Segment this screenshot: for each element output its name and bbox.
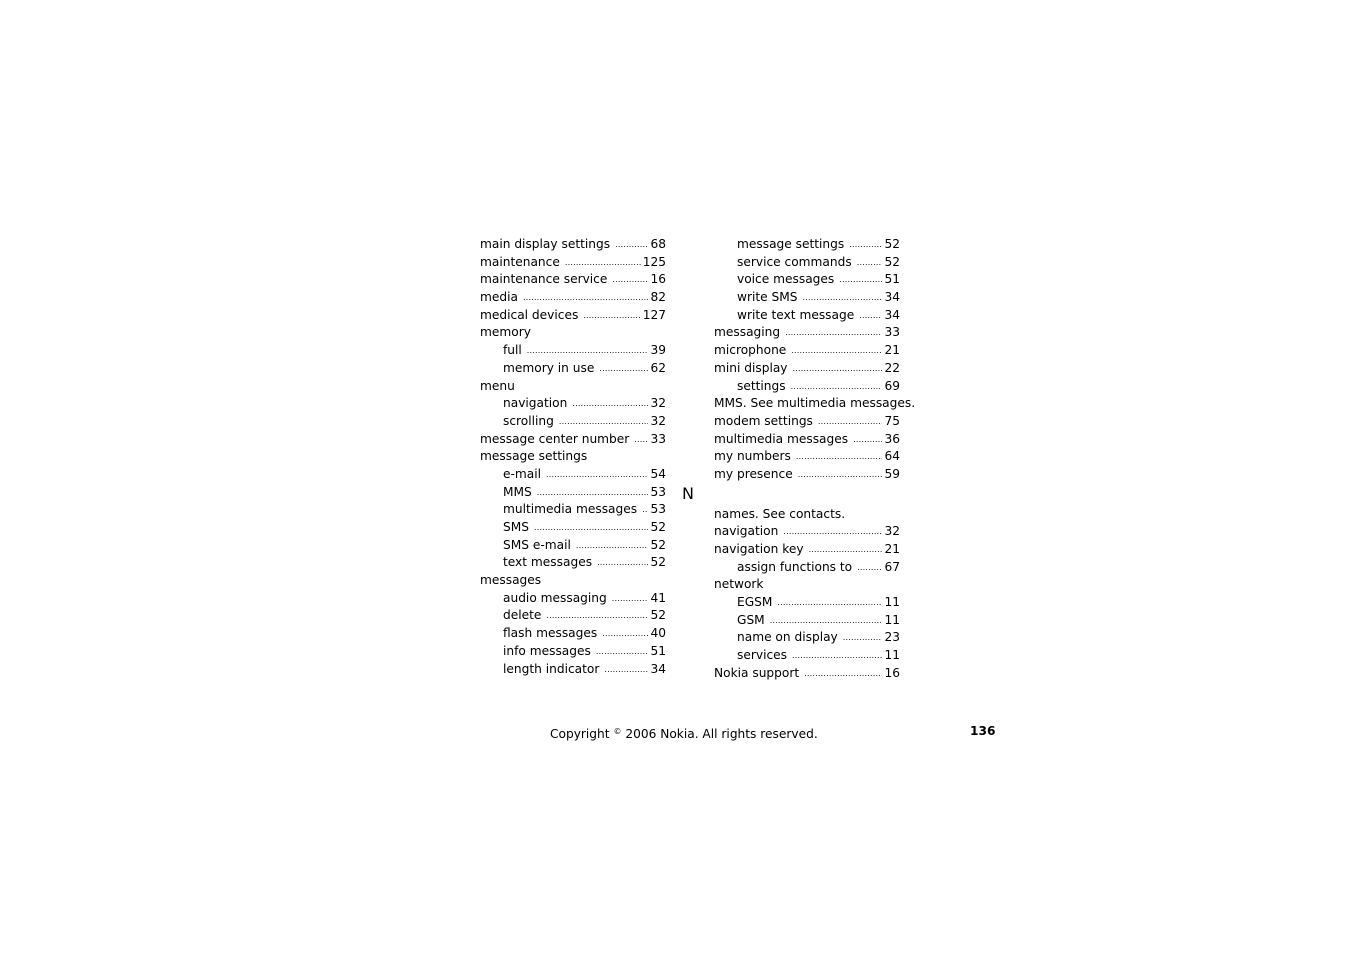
index-term: Nokia support: [714, 665, 800, 680]
index-entry: [714, 506, 900, 524]
dot-leader: [597, 553, 648, 572]
index-subentry: [480, 484, 666, 502]
index-page-number: 23: [884, 630, 900, 645]
dot-leader: [572, 394, 648, 413]
index-entry: [714, 576, 900, 594]
index-term: EGSM: [737, 595, 773, 610]
dot-leader: [792, 646, 882, 665]
index-page-number: 67: [884, 559, 900, 574]
index-page-number: 11: [884, 595, 900, 610]
index-subentry: [480, 342, 666, 360]
index-page-number: 21: [884, 343, 900, 358]
index-subentry: [714, 594, 900, 612]
dot-leader: [857, 558, 882, 577]
index-subentry: [714, 236, 900, 254]
dot-leader: [604, 660, 648, 679]
index-page-number: 52: [650, 520, 666, 534]
dot-leader: [791, 377, 883, 396]
dot-leader: [859, 306, 882, 325]
index-term: scrolling: [503, 413, 554, 428]
index-entry: [714, 448, 900, 466]
index-entry: [714, 523, 900, 541]
index-page-number: 21: [884, 542, 900, 556]
index-subentry: [480, 413, 666, 431]
index-subentry: [480, 519, 666, 537]
index-page-number: 36: [884, 431, 900, 446]
index-entry: [714, 665, 900, 683]
index-page-number: 34: [650, 661, 666, 676]
index-subentry: [480, 554, 666, 572]
dot-leader: [796, 447, 883, 466]
dot-leader: [612, 270, 648, 289]
index-term: menu: [480, 378, 515, 393]
index-term: e-mail: [503, 466, 542, 481]
index-term: SMS: [503, 520, 529, 534]
index-term: messaging: [714, 325, 781, 340]
dot-leader: [798, 465, 883, 484]
index-term: full: [503, 343, 522, 358]
dot-leader: [583, 306, 640, 325]
index-page-number: 52: [650, 608, 666, 623]
dot-leader: [527, 341, 649, 360]
index-entry: [480, 236, 666, 254]
index-page-number: 52: [650, 537, 666, 552]
index-page-number: 54: [650, 466, 666, 481]
index-page-number: 34: [884, 307, 900, 322]
index-page-number: 64: [884, 449, 900, 464]
index-term: navigation: [503, 396, 568, 411]
index-subentry: [480, 625, 666, 643]
index-group-n: [714, 506, 900, 683]
index-term: mini display: [714, 360, 788, 375]
dot-leader: [576, 536, 649, 555]
index-page-number: 53: [650, 502, 666, 517]
dot-leader: [770, 611, 883, 630]
dot-leader: [793, 359, 883, 378]
index-term: write text message: [737, 307, 855, 322]
index-page-number: 39: [650, 343, 666, 358]
index-term: assign functions to: [737, 559, 853, 574]
index-page-number: 32: [650, 413, 666, 428]
index-column-left: [480, 236, 666, 678]
dot-leader: [839, 270, 882, 289]
copyright-notice: [550, 723, 818, 743]
dot-leader: [843, 628, 883, 647]
index-entry: [714, 324, 900, 342]
index-term: media: [480, 290, 518, 305]
index-entry: [714, 413, 900, 431]
index-subentry: [714, 559, 900, 577]
index-term: messages: [480, 573, 542, 588]
index-page-number: 32: [884, 524, 900, 539]
dot-leader: [785, 323, 882, 342]
index-entry: [480, 431, 666, 449]
index-page-number: 51: [884, 272, 900, 287]
index-subentry: [480, 501, 666, 519]
index-column-right: [714, 236, 916, 683]
index-page-number: 33: [650, 431, 666, 446]
index-page-number: 40: [650, 626, 666, 641]
index-entry: [480, 378, 666, 396]
index-page-number: 59: [884, 466, 900, 481]
index-term: memory: [480, 325, 531, 340]
index-entry: [480, 448, 666, 466]
index-term: info messages: [503, 643, 591, 658]
index-term: navigation: [714, 524, 779, 539]
dot-leader: [783, 522, 882, 541]
index-page-number: 75: [884, 413, 900, 428]
index-subentry: [480, 643, 666, 661]
index-subentry: [480, 360, 666, 378]
index-page-number: 41: [650, 590, 666, 605]
index-term: services: [737, 648, 788, 663]
index-term: maintenance: [480, 254, 560, 269]
index-subentry: [714, 307, 900, 325]
index-subentry: [714, 271, 900, 289]
index-term: multimedia messages: [714, 431, 849, 446]
index-term: main display settings: [480, 237, 611, 251]
dot-leader: [612, 589, 649, 608]
index-page-number: 82: [650, 290, 666, 305]
section-letter-n: N: [682, 484, 694, 503]
index-term: voice messages: [737, 272, 835, 287]
index-page-number: 69: [884, 378, 900, 393]
section-gap: [714, 484, 900, 506]
index-entry: [480, 254, 666, 272]
dot-leader: [853, 430, 882, 449]
index-page-number: 11: [884, 648, 900, 663]
dot-leader: [634, 430, 648, 449]
dot-leader: [809, 540, 883, 559]
index-term: memory in use: [503, 360, 595, 375]
dot-leader: [791, 341, 882, 360]
index-subentry: [714, 647, 900, 665]
page-number: 136: [970, 724, 996, 738]
index-page-number: 16: [650, 272, 666, 287]
index-term: MMS: [503, 484, 532, 499]
index-entry: [714, 431, 900, 449]
index-term: length indicator: [503, 661, 600, 676]
index-subentry: [714, 254, 900, 272]
index-term: delete: [503, 608, 542, 623]
index-page-number: 53: [650, 484, 666, 499]
index-term: message settings: [737, 237, 845, 251]
index-entry: [480, 572, 666, 590]
index-entry: [480, 324, 666, 342]
index-group-m-continued: [714, 236, 916, 484]
index-term: service commands: [737, 254, 852, 269]
index-entry: [480, 271, 666, 289]
index-page-number: 62: [650, 360, 666, 375]
index-entry: [480, 289, 666, 307]
index-term: names. See contacts.: [714, 506, 846, 521]
index-page-number: 52: [884, 237, 900, 251]
index-subentry: [480, 466, 666, 484]
index-subentry: [714, 612, 900, 630]
index-term: modem settings: [714, 413, 813, 428]
index-entry: [714, 466, 900, 484]
index-term: medical devices: [480, 307, 579, 322]
index-page-number: 11: [884, 612, 900, 627]
index-page-number: 33: [884, 325, 900, 340]
index-term: MMS. See multimedia messages.: [714, 396, 916, 411]
index-page-number: 16: [884, 665, 900, 680]
index-subentry: [480, 607, 666, 625]
dot-leader: [565, 253, 641, 272]
index-term: name on display: [737, 630, 838, 645]
index-term: message center number: [480, 431, 630, 446]
index-term: flash messages: [503, 626, 598, 641]
index-subentry: [480, 395, 666, 413]
dot-leader: [818, 412, 883, 431]
dot-leader: [777, 593, 882, 612]
dot-leader: [615, 235, 648, 254]
dot-leader: [534, 518, 648, 537]
index-page-number: 68: [650, 237, 666, 251]
dot-leader: [849, 235, 882, 254]
index-page-number: 51: [650, 643, 666, 658]
index-page-number: 34: [884, 290, 900, 305]
index-term: GSM: [737, 612, 765, 627]
index-term: settings: [737, 378, 786, 393]
index-page-number: 52: [650, 555, 666, 570]
index-term: text messages: [503, 555, 593, 570]
dot-leader: [523, 288, 649, 307]
dot-leader: [546, 465, 648, 484]
index-term: SMS e-mail: [503, 537, 571, 552]
index-entry: [480, 307, 666, 325]
index-entry: [714, 360, 900, 378]
copyright-symbol: ©: [613, 727, 622, 736]
copyright-prefix: Copyright: [550, 727, 610, 741]
dot-leader: [804, 664, 882, 683]
index-term: audio messaging: [503, 590, 607, 605]
index-entry: [714, 342, 900, 360]
index-entry: [714, 395, 916, 413]
index-term: network: [714, 577, 764, 592]
dot-leader: [559, 412, 649, 431]
copyright-suffix: 2006 Nokia. All rights reserved.: [625, 727, 818, 741]
index-entry: [714, 541, 900, 559]
dot-leader: [602, 624, 648, 643]
index-term: write SMS: [737, 290, 798, 305]
dot-leader: [642, 500, 648, 519]
index-term: my numbers: [714, 449, 791, 464]
index-page-number: 22: [884, 360, 900, 375]
dot-leader: [537, 483, 649, 502]
index-term: message settings: [480, 449, 588, 464]
index-subentry: [714, 289, 900, 307]
index-term: navigation key: [714, 542, 804, 556]
index-page-number: 52: [884, 254, 900, 269]
dot-leader: [596, 642, 649, 661]
dot-leader: [546, 606, 648, 625]
index-page-number: 127: [642, 307, 666, 322]
index-subentry: [480, 590, 666, 608]
index-subentry: [480, 661, 666, 679]
index-subentry: [714, 378, 900, 396]
index-subentry: [714, 629, 900, 647]
index-term: maintenance service: [480, 272, 608, 287]
dot-leader: [599, 359, 648, 378]
index-subentry: [480, 537, 666, 555]
index-term: my presence: [714, 466, 793, 481]
dot-leader: [803, 288, 883, 307]
dot-leader: [857, 253, 883, 272]
index-page-number: 32: [650, 396, 666, 411]
index-term: multimedia messages: [503, 502, 638, 517]
index-page-number: 125: [642, 254, 666, 269]
index-term: microphone: [714, 343, 787, 358]
